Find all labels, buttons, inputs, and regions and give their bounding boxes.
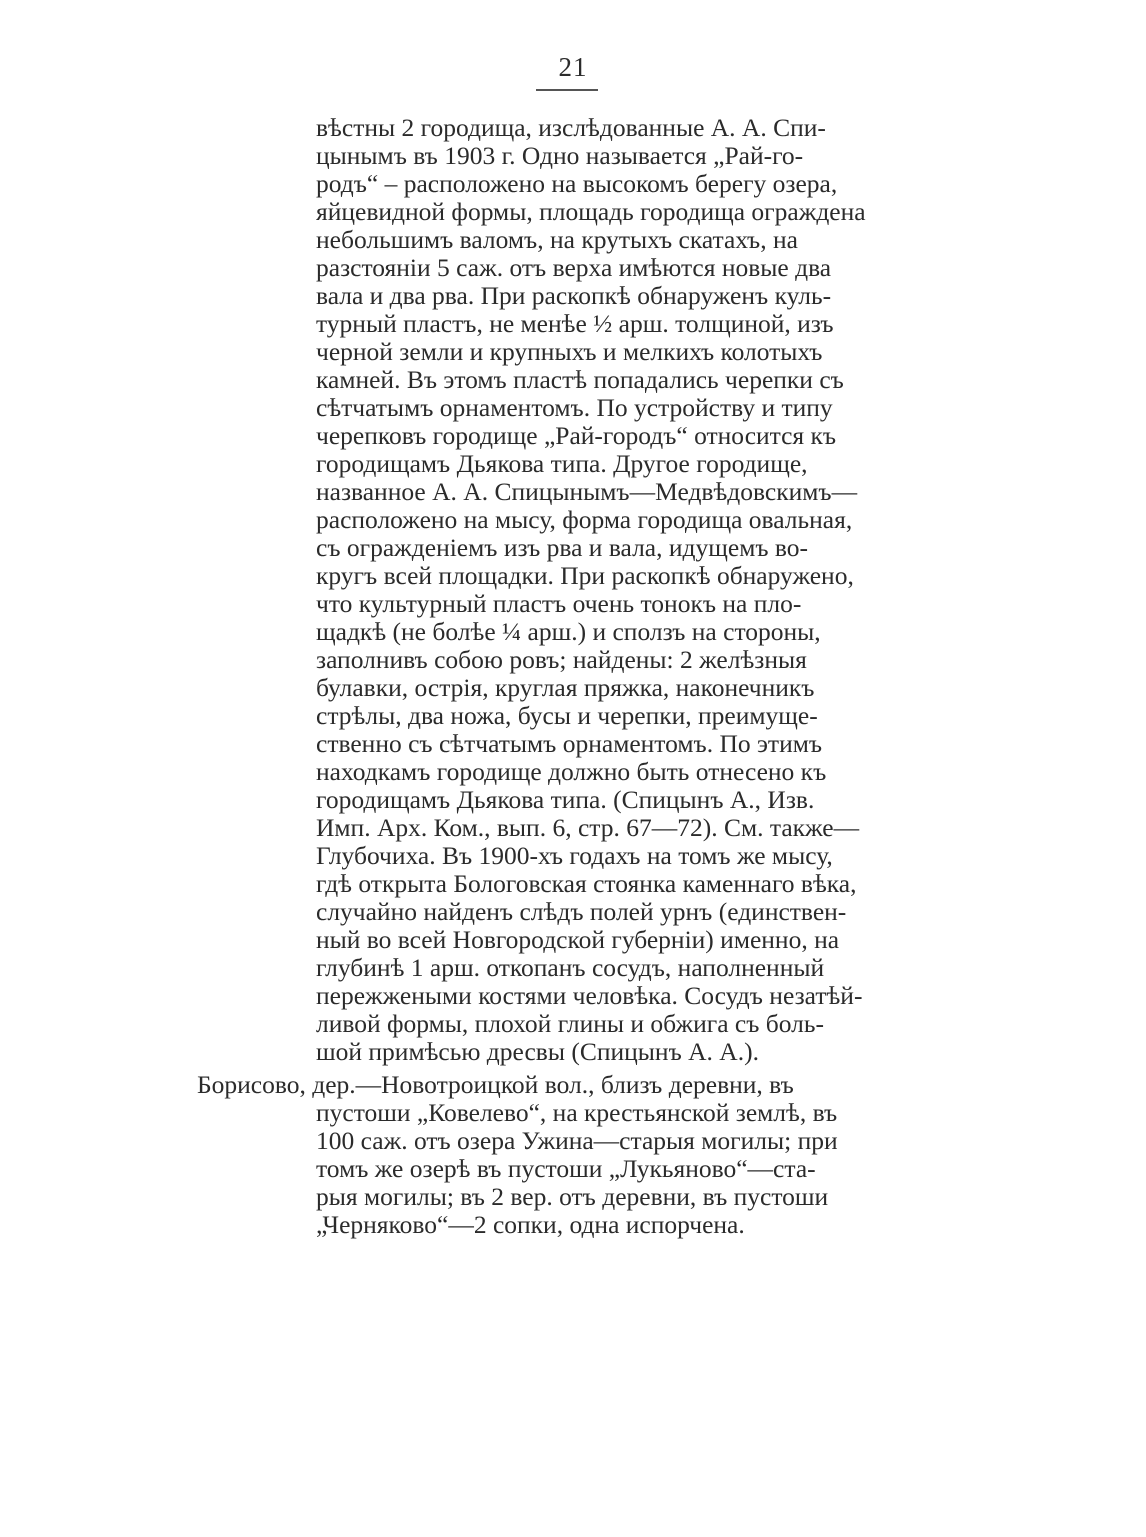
text-line: турный пластъ, не менѣе ½ арш. толщиной, изъ bbox=[316, 309, 834, 338]
text-line: щадкѣ (не болѣе ¼ арш.) и сползъ на стороны, bbox=[316, 617, 821, 646]
text-line: находкамъ городище должно быть отнесено къ bbox=[316, 757, 827, 786]
text-line: гдѣ открыта Бологовская стоянка каменнаго вѣка, bbox=[316, 869, 857, 898]
text-line: булавки, острія, круглая пряжка, наконечникъ bbox=[316, 673, 815, 702]
text-line: стрѣлы, два ножа, бусы и черепки, преимуще- bbox=[316, 701, 818, 730]
text-line: городищамъ Дьякова типа. (Спицынъ А., Изв. bbox=[316, 785, 815, 814]
text-line: что культурный пластъ очень тонокъ на пло- bbox=[316, 589, 802, 618]
text-line: рыя могилы; въ 2 вер. отъ деревни, въ пустоши bbox=[316, 1182, 829, 1211]
text-line: Имп. Арх. Ком., вып. 6, стр. 67—72). См. также— bbox=[316, 813, 860, 842]
text-line: черепковъ городище „Рай-городъ“ относится къ bbox=[316, 421, 837, 450]
text-line: разстояніи 5 саж. отъ верха имѣются новые два bbox=[316, 253, 832, 282]
text-line: городищамъ Дьякова типа. Другое городище, bbox=[316, 449, 808, 478]
text-line: вала и два рва. При раскопкѣ обнаруженъ куль- bbox=[316, 281, 832, 310]
text-line: вѣстны 2 городища, изслѣдованные А. А. Спи- bbox=[316, 113, 826, 142]
text-line: кругъ всей площадки. При раскопкѣ обнаружено, bbox=[316, 561, 854, 590]
text-line: томъ же озерѣ въ пустоши „Лукьяново“—ста- bbox=[316, 1154, 816, 1183]
text-line: случайно найденъ слѣдъ полей урнъ (единствен- bbox=[316, 897, 847, 926]
text-line: глубинѣ 1 арш. откопанъ сосудъ, наполненный bbox=[316, 953, 825, 982]
text-line: сѣтчатымъ орнаментомъ. По устройству и типу bbox=[316, 393, 833, 422]
text-line: небольшимъ валомъ, на крутыхъ скатахъ, на bbox=[316, 225, 798, 254]
text-line: пережжеными костями человѣка. Сосудъ незатѣй- bbox=[316, 981, 863, 1010]
text-line: ливой формы, плохой глины и обжига съ боль- bbox=[316, 1009, 825, 1038]
text-line: съ огражденіемъ изъ рва и вала, идущемъ во- bbox=[316, 533, 808, 562]
text-line: пустоши „Ковелево“, на крестьянской землѣ, въ bbox=[316, 1098, 838, 1127]
text-line: черной земли и крупныхъ и мелкихъ колотыхъ bbox=[316, 337, 823, 366]
text-line: 100 саж. отъ озера Ужина—старыя могилы; при bbox=[316, 1126, 838, 1155]
text-line: цынымъ въ 1903 г. Одно называется „Рай-го- bbox=[316, 141, 804, 170]
text-line: названное А. А. Спицынымъ—Медвѣдовскимъ— bbox=[316, 477, 858, 506]
text-line: заполнивъ собою ровъ; найдены: 2 желѣзныя bbox=[316, 645, 807, 674]
text-line: яйцевидной формы, площадь городища ограждена bbox=[316, 197, 866, 226]
text-line: ственно съ сѣтчатымъ орнаментомъ. По этимъ bbox=[316, 729, 823, 758]
text-line: камней. Въ этомъ пластѣ попадались черепки съ bbox=[316, 365, 844, 394]
text-line: ный во всей Новгородской губерніи) именно, на bbox=[316, 925, 840, 954]
text-line: родъ“ – расположено на высокомъ берегу озера, bbox=[316, 169, 838, 198]
text-line: „Черняково“—2 сопки, одна испорчена. bbox=[316, 1210, 745, 1239]
page-number-rule bbox=[536, 89, 598, 91]
text-line: Глубочиха. Въ 1900-хъ годахъ на томъ же мысу, bbox=[316, 841, 833, 870]
text-line: шой примѣсью дресвы (Спицынъ А. А.). bbox=[316, 1037, 759, 1066]
entry-headword-line: Борисово, дер.—Новотроицкой вол., близъ деревни, въ bbox=[197, 1070, 794, 1099]
page-number: 21 bbox=[558, 52, 588, 82]
text-line: расположено на мысу, форма городища овальная, bbox=[316, 505, 853, 534]
